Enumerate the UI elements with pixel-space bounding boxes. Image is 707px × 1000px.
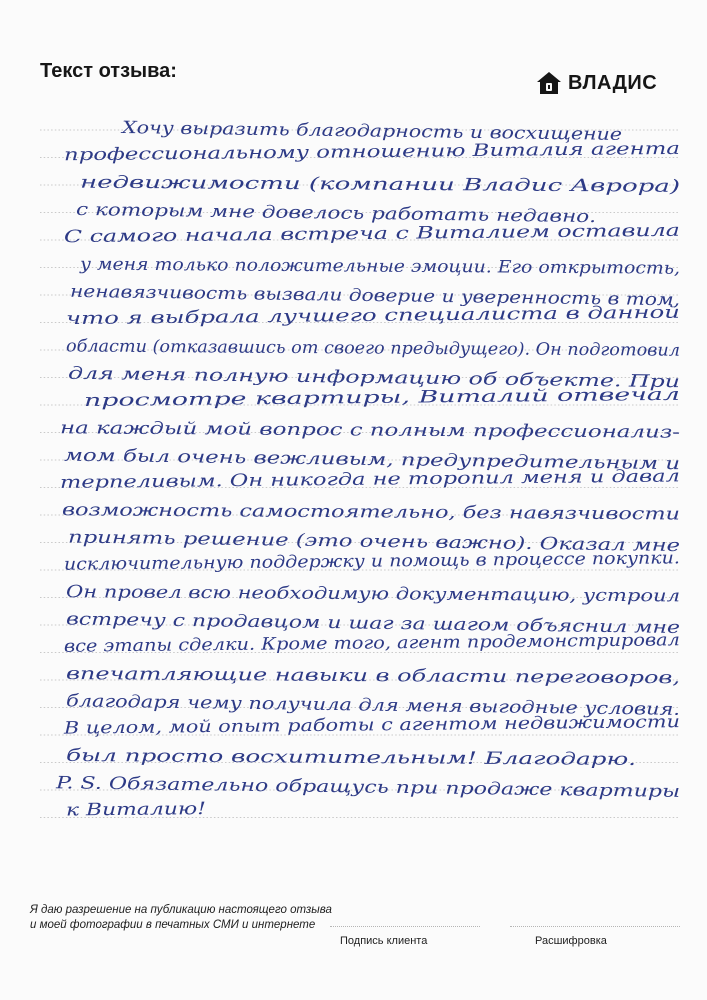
review-line: P. S. Обязательно обращусь при продаже квартиры <box>55 773 537 800</box>
review-line: с которым мне довелось работать недавно. <box>75 199 487 226</box>
review-line: все этапы сделки. Кроме того, агент продемонстрировал <box>63 631 608 657</box>
review-line: профессиональному отношению Виталия агента <box>63 140 523 166</box>
review-line: недвижимости (компании Владис Аврора) <box>79 172 472 196</box>
review-line: С самого начала встреча с Виталием оставила <box>63 222 506 248</box>
review-text <box>55 118 681 821</box>
signature-label: Подпись клиента <box>340 935 428 947</box>
review-line: терпеливым. Он никогда не торопил меня и давал <box>59 467 529 493</box>
publication-consent <box>30 903 350 933</box>
review-line: области (отказавшись от своего предыдущего). Он подготовил <box>65 336 660 361</box>
review-line: на каждый мой вопрос с полным профессионализ- <box>59 418 521 442</box>
page-title: Текст отзыва: <box>40 60 177 82</box>
review-line: просмотре квартиры, Виталий отвечал <box>83 387 462 411</box>
review-line: ненавязчивость вызвали доверие и уверенность в том, <box>69 281 585 309</box>
review-line: Он провел всю необходимую документацию, устроил <box>65 582 563 606</box>
review-line: что я выбрала лучшего специалиста в данной <box>65 304 495 330</box>
decoding-label: Расшифровка <box>535 935 607 947</box>
logo-text: ВЛАДИС <box>568 71 658 94</box>
review-line: встречу с продавцом и шаг за шагом объяснил мне <box>65 609 541 637</box>
review-line: к Виталию! <box>65 799 175 821</box>
review-line: у меня только положительные эмоции. Его открытость, <box>79 254 622 279</box>
review-line: возможность самостоятельно, без навязчивости <box>61 500 532 524</box>
review-line: принять решение (это очень важно). Оказал мне <box>67 527 527 554</box>
signature-line <box>330 926 480 927</box>
review-line: впечатляющие навыки в области переговоров, <box>65 664 503 688</box>
review-line: благодаря чему получила для меня выгодные условия. <box>65 691 567 719</box>
decoding-line <box>510 926 680 927</box>
review-line: мом был очень вежливым, предупредительным и <box>63 445 523 473</box>
consent-line-1: Я даю разрешение на публикацию настоящего отзыва <box>30 904 332 916</box>
review-line: исключительную поддержку и помощь в процессе покупки. <box>63 549 615 575</box>
review-line: был просто восхитительным! Благодарю. <box>65 745 460 769</box>
consent-line-2: и моей фотографии в печатных СМИ и интернете <box>30 919 316 931</box>
review-line: для меня полную информацию об объекте. При <box>67 363 508 390</box>
review-line: Хочу выразить благодарность и восхищение <box>121 118 536 144</box>
review-line: В целом, мой опыт работы с агентом недвижимости <box>63 713 569 739</box>
